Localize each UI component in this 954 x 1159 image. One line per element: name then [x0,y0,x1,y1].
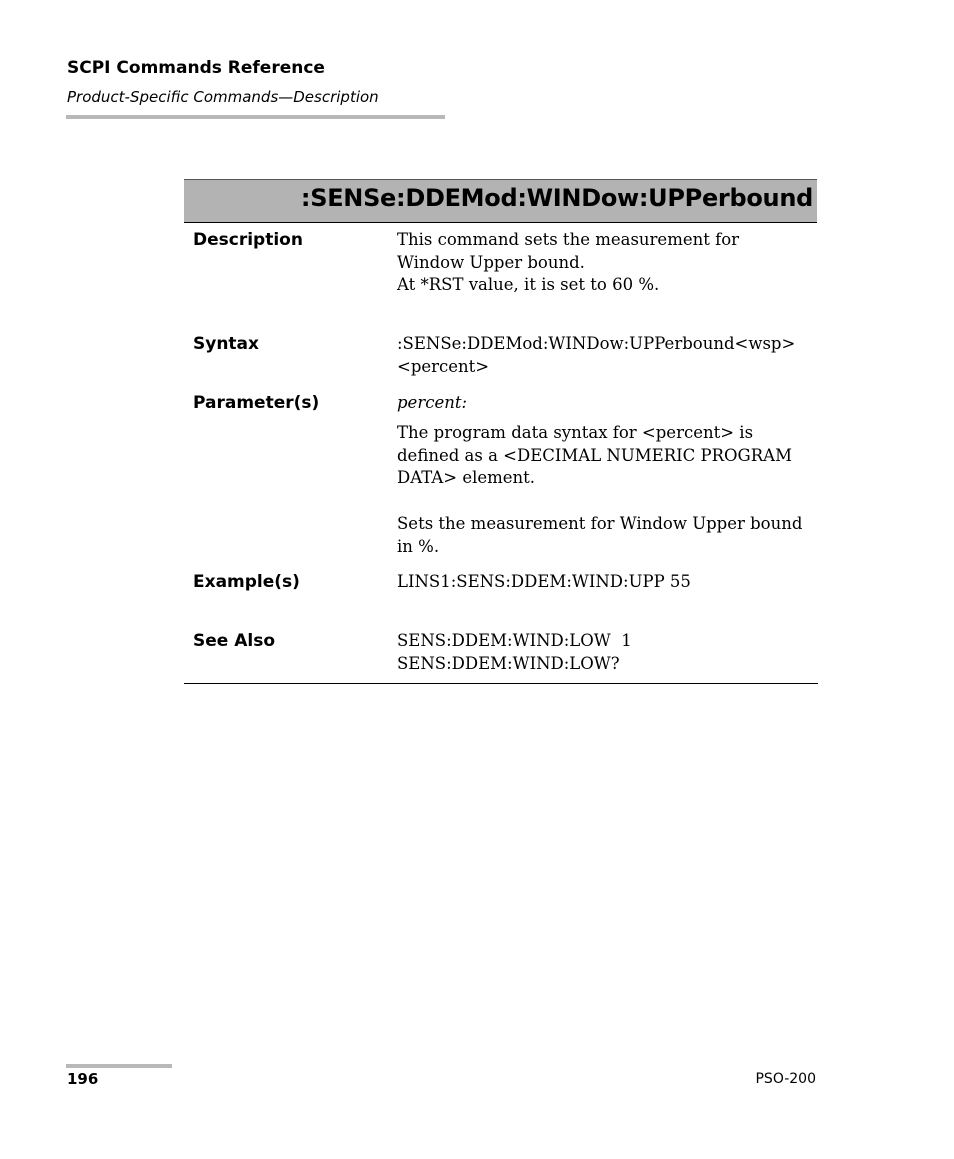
table-bottom-rule [184,683,818,684]
syntax-line: :SENSe:DDEMod:WINDow:UPPerbound<wsp> [397,334,796,353]
see-also-line: SENS:DDEM:WIND:LOW? [397,653,620,673]
parameter-line: Sets the measurement for Window Upper bound [397,514,803,533]
description-text [397,229,817,297]
parameter-line: The program data syntax for <percent> is [397,423,754,442]
product-name: PSO-200 [755,1071,816,1087]
syntax-line: <percent> [397,356,490,376]
examples-label: Example(s) [193,572,300,592]
description-label: Description [193,230,303,250]
syntax-label: Syntax [193,334,259,354]
parameter-line: in %. [397,536,440,556]
command-title-band [184,179,817,223]
see-also-label: See Also [193,631,276,651]
parameter-line: DATA> element. [397,468,536,487]
parameter-description-text [397,513,817,558]
description-line: Window Upper bound. [397,252,585,272]
see-also-line: SENS:DDEM:WIND:LOW 1 [397,631,632,650]
running-header-title: SCPI Commands Reference [67,58,325,78]
description-line: At *RST value, it is set to 60 %. [397,275,660,294]
parameter-name: percent: [397,393,468,412]
parameters-label: Parameter(s) [193,393,320,413]
example-line: LINS1:SENS:DDEM:WIND:UPP 55 [397,572,691,591]
command-title: :SENSe:DDEMod:WINDow:UPPerbound [300,184,813,212]
header-rule [66,115,445,119]
running-header-subtitle: Product-Specific Commands—Description [67,88,379,106]
examples-text [397,571,817,594]
parameter-line: defined as a <DECIMAL NUMERIC PROGRAM [397,445,792,465]
parameter-syntax-text [397,422,817,490]
see-also-text [397,630,817,675]
syntax-text [397,333,817,378]
footer-rule [66,1064,172,1068]
description-line: This command sets the measurement for [397,230,740,249]
page-number: 196 [67,1070,99,1088]
